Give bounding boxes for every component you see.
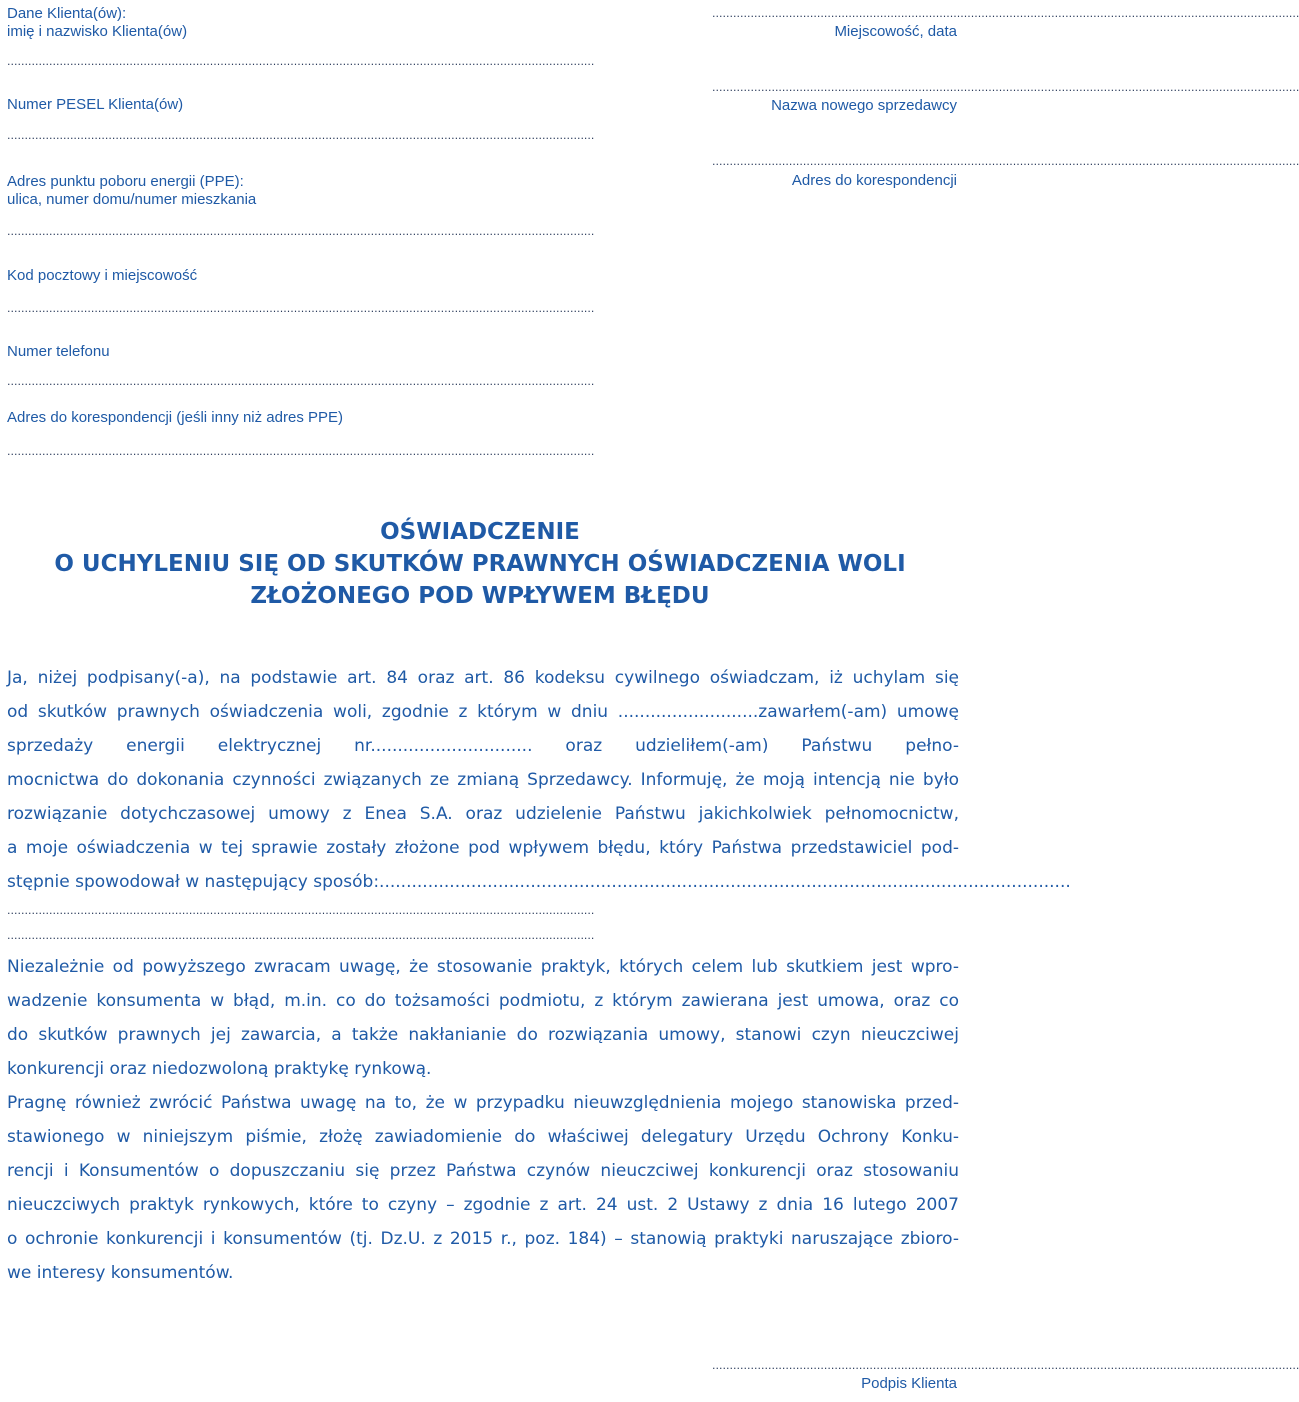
correspondence-address-field[interactable]: ........................................................................................................................................................................ xyxy=(7,445,595,458)
signature-label: Podpis Klienta xyxy=(861,1375,957,1392)
new-seller-label: Nazwa nowego sprzedawcy xyxy=(771,97,957,114)
paragraph-line: a moje oświadczenia w tej sprawie zostały złożone pod wpływem błędu, który Państwa przedstawiciel pod- xyxy=(7,838,959,858)
description-field-line[interactable]: ........................................................................................................................................................................ xyxy=(7,929,595,942)
place-date-field[interactable]: ........................................................................................................................................................................ xyxy=(712,7,1299,20)
ppe-address-field[interactable]: ........................................................................................................................................................................ xyxy=(7,225,595,238)
title-line-2: O UCHYLENIU SIĘ OD SKUTKÓW PRAWNYCH OŚWIADCZENIA WOLI xyxy=(54,551,906,577)
unfair-practice-paragraph xyxy=(7,950,959,1086)
ppe-address-label: Adres punktu poboru energii (PPE): ulica, numer domu/numer mieszkania xyxy=(7,173,257,208)
notice-paragraph xyxy=(7,1086,959,1290)
paragraph-line: nieuczciwych praktyk rynkowych, które to czyny – zgodnie z art. 24 ust. 2 Ustawy z dnia 16 lutego 2007 xyxy=(7,1195,959,1215)
paragraph-line: Ja, niżej podpisany(-a), na podstawie art. 84 oraz art. 86 kodeksu cywilnego oświadczam, iż uchylam się xyxy=(7,668,959,688)
phone-label: Numer telefonu xyxy=(7,343,110,360)
pesel-label: Numer PESEL Klienta(ów) xyxy=(7,96,184,113)
statement-paragraph xyxy=(7,661,1071,899)
client-name-label: Dane Klienta(ów): imię i nazwisko Klienta(ów) xyxy=(7,5,188,40)
seller-address-label: Adres do korespondencji xyxy=(791,172,957,189)
description-field-line[interactable]: ........................................................................................................................................................................ xyxy=(7,904,595,917)
paragraph-line: sprzedaży energii elektrycznej nr.............................. oraz udzieliłem(-am) Państwu pełno- xyxy=(7,736,959,756)
paragraph-line: Niezależnie od powyższego zwracam uwagę, że stosowanie praktyk, których celem lub skutkiem jest wpro- xyxy=(7,957,959,977)
seller-address-field[interactable]: ........................................................................................................................................................................ xyxy=(712,155,1299,168)
paragraph-line: do skutków prawnych jej zawarcia, a także nakłanianie do rozwiązania umowy, stanowi czyn nieuczciwej xyxy=(7,1025,959,1045)
paragraph-line: Pragnę również zwrócić Państwa uwagę na to, że w przypadku nieuwzględnienia mojego stanowiska przed- xyxy=(7,1093,959,1113)
paragraph-line: rencji i Konsumentów o dopuszczaniu się przez Państwa czynów nieuczciwej konkurencji oraz stosowaniu xyxy=(7,1161,959,1181)
client-name-field[interactable]: ........................................................................................................................................................................ xyxy=(7,55,595,68)
signature-field[interactable]: ........................................................................................................................................................................ xyxy=(712,1359,1299,1372)
pesel-field[interactable]: ........................................................................................................................................................................ xyxy=(7,129,595,142)
paragraph-line: rozwiązanie dotychczasowej umowy z Enea S.A. oraz udzielenie Państwu jakichkolwiek pełnomocnictw, xyxy=(7,804,959,824)
paragraph-line: od skutków prawnych oświadczenia woli, zgodnie z którym w dniu ..........................zawarłem(-am) umowę xyxy=(7,702,959,722)
postal-code-label: Kod pocztowy i miejscowość xyxy=(7,267,198,284)
title-line-3: ZŁOŻONEGO POD WPŁYWEM BŁĘDU xyxy=(250,583,710,609)
title-line-1: OŚWIADCZENIE xyxy=(380,519,580,545)
phone-field[interactable]: ........................................................................................................................................................................ xyxy=(7,375,595,388)
place-date-label: Miejscowość, data xyxy=(834,23,957,40)
paragraph-line: konkurencji oraz niedozwoloną praktykę rynkową. xyxy=(7,1059,432,1079)
paragraph-line: we interesy konsumentów. xyxy=(7,1263,234,1283)
paragraph-line: stępnie spowodował w następujący sposób:................................................................................................................................ xyxy=(7,872,1071,892)
postal-code-field[interactable]: ........................................................................................................................................................................ xyxy=(7,302,595,315)
correspondence-address-label: Adres do korespondencji (jeśli inny niż adres PPE) xyxy=(7,409,343,426)
paragraph-line: o ochronie konkurencji i konsumentów (tj. Dz.U. z 2015 r., poz. 184) – stanowią praktyki naruszające zbioro- xyxy=(7,1229,959,1249)
paragraph-line: stawionego w niniejszym piśmie, złożę zawiadomienie do właściwej delegatury Urzędu Ochrony Konku- xyxy=(7,1127,959,1147)
new-seller-field[interactable]: ........................................................................................................................................................................ xyxy=(712,81,1299,94)
paragraph-line: mocnictwa do dokonania czynności związanych ze zmianą Sprzedawcy. Informuję, że moją intencją nie było xyxy=(7,770,959,790)
paragraph-line: wadzenie konsumenta w błąd, m.in. co do tożsamości podmiotu, z którym zawierana jest umowa, oraz co xyxy=(7,991,959,1011)
